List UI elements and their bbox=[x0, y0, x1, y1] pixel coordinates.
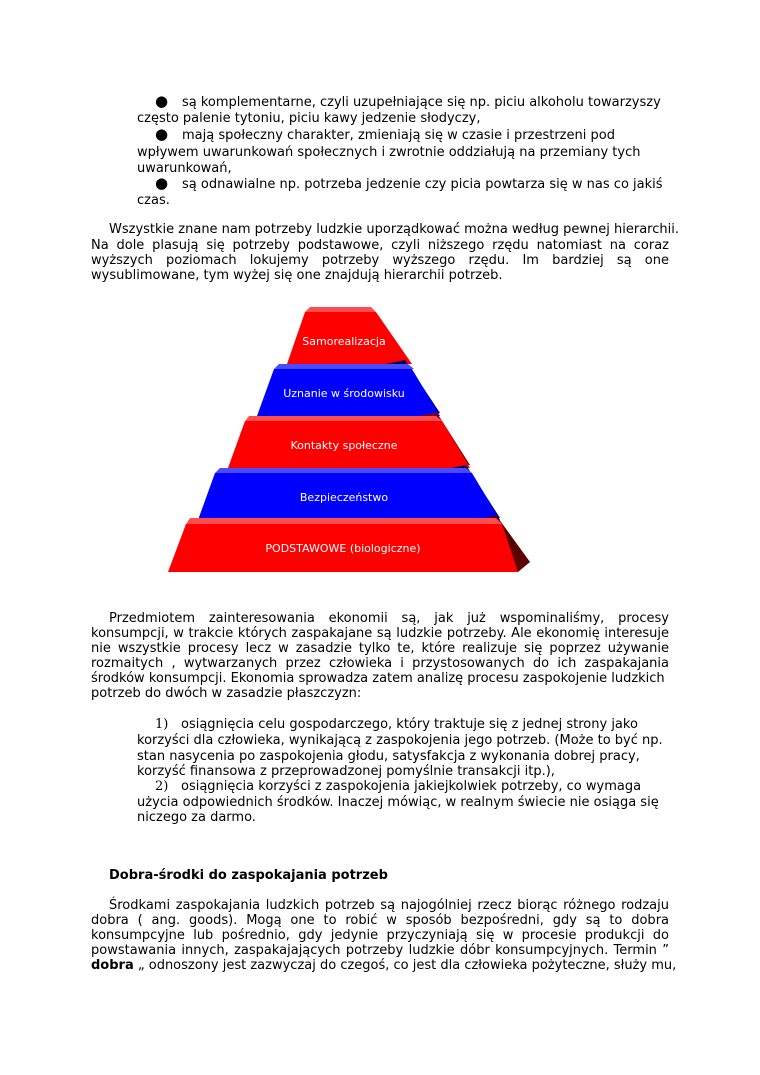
needs-pyramid bbox=[0, 300, 760, 590]
paragraph-3-line-5-rest: „ odnoszony jest zazwyczaj do czegoś, co jest dla człowieka pożyteczne, służy mu, bbox=[133, 958, 677, 973]
list-item-1-line-1: osiągnięcia celu gospodarczego, który traktuje się z jednej strony jako bbox=[181, 717, 638, 732]
bullet-3-line-2: czas. bbox=[137, 193, 170, 208]
paragraph-2-line-1: Przedmiotem zainteresowania ekonomii są, jak już wspominaliśmy, procesy bbox=[109, 611, 669, 626]
list-item-1-line-4: korzyść finansowa z przeprowadzonej pomyślnie transakcji itp.), bbox=[137, 764, 555, 779]
paragraph-1-line-4: wysublimowane, tym wyżej się one znajdują hierarchii potrzeb. bbox=[91, 268, 503, 283]
list-item-2-line-2: użycia odpowiednich środków. Inaczej mówiąc, w realnym świecie nie osiąga się bbox=[137, 795, 659, 810]
paragraph-2-line-3: nie wszystkie procesy lecz w zasadzie tylko te, które realizuje się poprzez używanie bbox=[91, 641, 669, 656]
pyramid-label-5: PODSTAWOWE (biologiczne) bbox=[265, 542, 421, 555]
paragraph-2-line-6: potrzeb do dwóch w zasadzie płaszczyzn: bbox=[91, 686, 362, 701]
bullet-2-line-1: mają społeczny charakter, zmieniają się w czasie i przestrzeni pod bbox=[182, 128, 615, 143]
paragraph-1-line-1: Wszystkie znane nam potrzeby ludzkie uporządkować można według pewnej hierarchii. bbox=[109, 222, 679, 237]
bullet-dot: ● bbox=[155, 125, 169, 143]
pyramid-level-5 bbox=[168, 515, 530, 572]
paragraph-2-line-4: rozmaitych , wytwarzanych przez człowieka i przystosowanych do ich zaspakajania bbox=[91, 656, 669, 671]
section-heading: Dobra-środki do zaspokajania potrzeb bbox=[109, 868, 388, 883]
bullet-1-line-2: często palenie tytoniu, piciu kawy jedzenie słodyczy, bbox=[137, 111, 481, 126]
paragraph-3-line-4: powstawania innych, zaspakajających potrzeby ludzkie dóbr konsumpcyjnych. Termin ” bbox=[91, 943, 669, 958]
pyramid-level-1 bbox=[287, 307, 412, 365]
paragraph-2-line-2: konsumpcji, w trakcie których zaspakajane są ludzkie potrzeby. Ale ekonomię interesuje bbox=[91, 626, 669, 641]
paragraph-1-line-3: wyższych poziomach lokujemy potrzeby wyższego rzędu. Im bardziej są one bbox=[91, 253, 669, 268]
paragraph-3-line-3: konsumpcyjne lub pośrednio, gdy jedynie przyczyniają się w procesie produkcji do bbox=[91, 928, 669, 943]
bullet-dot: ● bbox=[155, 92, 169, 110]
bullet-3-line-1: są odnawialne np. potrzeba jedzenie czy picia powtarza się w nas co jakiś bbox=[182, 177, 663, 192]
paragraph-3-line-1: Środkami zaspokajania ludzkich potrzeb są najogólniej rzecz biorąc różnego rodzaju bbox=[109, 898, 669, 913]
list-item-1-line-2: korzyści dla człowieka, wynikającą z zaspokojenia jego potrzeb. (Może to być np. bbox=[137, 733, 663, 748]
list-number-2: 2) bbox=[155, 779, 169, 794]
pyramid-label-4: Bezpieczeństwo bbox=[299, 491, 389, 504]
list-item-2-line-3: niczego za darmo. bbox=[137, 810, 256, 825]
list-item-1-line-3: stan nasycenia po zaspokojenia głodu, satysfakcja z wykonania dobrej pracy, bbox=[137, 749, 640, 764]
bullet-2-line-3: uwarunkowań, bbox=[137, 161, 232, 176]
pyramid-label-2: Uznanie w środowisku bbox=[283, 387, 405, 400]
list-number-1: 1) bbox=[155, 717, 169, 732]
pyramid-level-2 bbox=[257, 360, 440, 417]
term-dobra: dobra bbox=[91, 958, 134, 973]
bullet-1-line-1: są komplementarne, czyli uzupełniające się np. piciu alkoholu towarzyszy bbox=[182, 95, 661, 110]
pyramid-level-3 bbox=[228, 413, 470, 469]
paragraph-2-line-5: środków konsumpcji. Ekonomia sprowadza zatem analizę procesu zaspokojenie ludzkich bbox=[91, 671, 665, 686]
paragraph-1-line-2: Na dole plasują się potrzeby podstawowe, czyli niższego rzędu natomiast na coraz bbox=[91, 238, 669, 253]
pyramid-label-1: Samorealizacja bbox=[302, 335, 386, 348]
bullet-2-line-2: wpływem uwarunkowań społecznych i zwrotnie oddziałują na przemiany tych bbox=[137, 145, 641, 160]
bullet-dot: ● bbox=[155, 174, 169, 192]
list-item-2-line-1: osiągnięcia korzyści z zaspokojenia jakiejkolwiek potrzeby, co wymaga bbox=[181, 779, 642, 794]
pyramid-label-3: Kontakty społeczne bbox=[290, 439, 398, 452]
pyramid-level-4 bbox=[198, 465, 500, 522]
paragraph-3-line-2: dobra ( ang. goods). Mogą one to robić w sposób bezpośredni, gdy są to dobra bbox=[91, 913, 669, 928]
paragraph-3-line-5 bbox=[91, 958, 676, 973]
